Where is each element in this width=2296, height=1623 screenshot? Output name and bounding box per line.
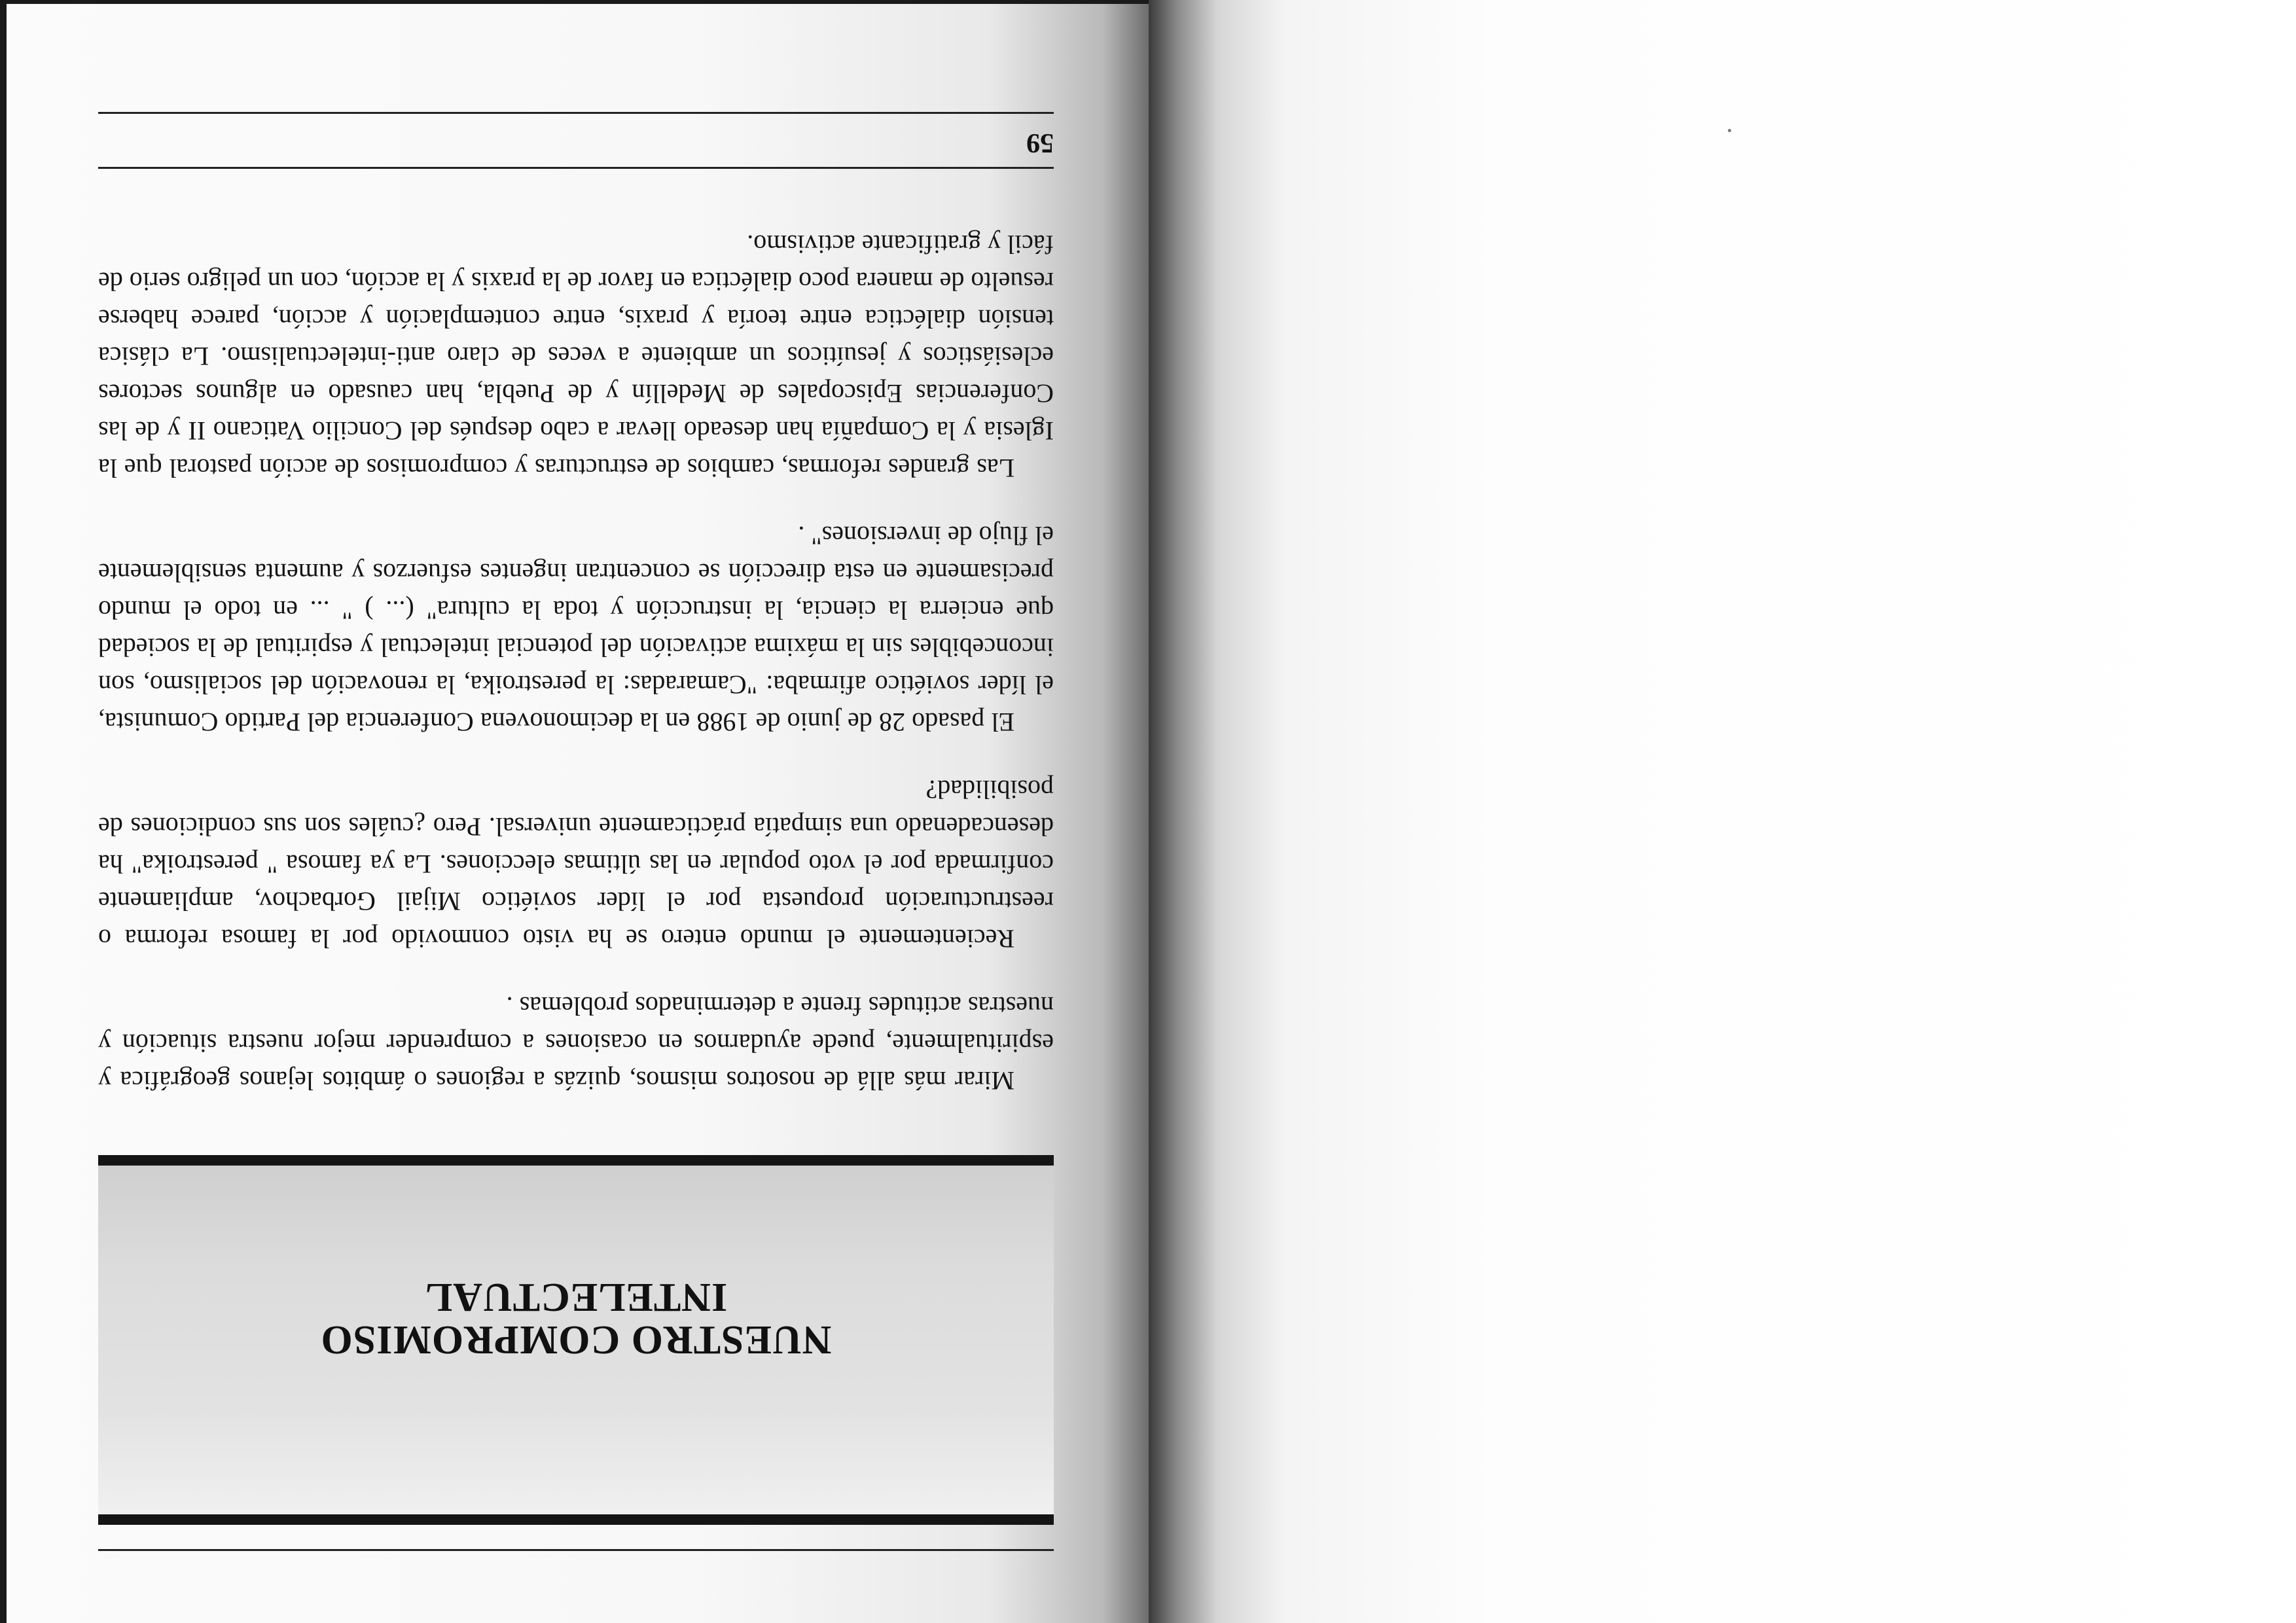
chapter-title-line1: NUESTRO COMPROMISO xyxy=(320,1317,832,1362)
paragraph-1: Mirar más allá de nosotros mismos, quizás a regiones o ámbitos lejanos geográfica y espiritualmente, puede ayudarnos en ocasiones a comprender mejor nuestra situación y nuestras actitudes frente a determinados problemas . xyxy=(98,991,1054,1096)
header-rule xyxy=(98,1549,1054,1551)
body-text xyxy=(98,196,1054,1099)
dust-speck xyxy=(1728,129,1731,132)
chapter-title-line2: INTELECTUAL xyxy=(424,1274,728,1319)
paragraph-3: El pasado 28 de junio de 1988 en la decimonovena Conferencia del Partido Comunista, el líder soviético afirmaba: "Camaradas: la perestroika, la renovación del socialismo, son inconcebibles sin la máxima activación del potencial intelectual y espiritual de la sociedad que encierra la ciencia, la instrucción y toda la cultura" (... ) " ... en todo el mundo precisamente en esta dirección se concentran ingentes esfuerzos y aumenta sensiblemente el flujo de inversiones" . xyxy=(98,521,1054,737)
right-page-blank xyxy=(1149,0,2296,1623)
footer-rule-upper xyxy=(98,167,1054,169)
page-number: 59 xyxy=(1026,128,1054,158)
paragraph-2: Recientemente el mundo entero se ha visto conmovido por la famosa reforma o reestructuración propuesta por el líder soviético Mijail Gorbachov, ampliamente confirmada por el voto popular en las últimas elecciones. La ya famosa " perestroika" ha desencadenado una simpatía prácticamente universal. Pero ¿cuáles son sus condiciones de posibilidad? xyxy=(98,775,1054,954)
chapter-title xyxy=(98,1275,1054,1361)
footer-rule-lower xyxy=(98,112,1054,114)
paragraph-4: Las grandes reformas, cambios de estructuras y compromisos de acción pastoral que la Iglesia y la Compañía han deseado llevar a cabo después del Concilio Vaticano II y de las Conferencias Episcopales de Medellín y de Puebla, han causado en algunos sectores eclesiásticos y jesuíticos un ambiente a veces de claro anti-intelectualismo. La clásica tensión dialéctica entre teoría y praxis, entre contemplación y acción, parece haberse resuelto de manera poco dialéctica en favor de la praxis y la acción, con un peligro serio de fácil y gratificante activismo. xyxy=(98,230,1054,483)
chapter-title-band xyxy=(98,1155,1054,1525)
page-content-upside-down xyxy=(98,111,1054,1551)
